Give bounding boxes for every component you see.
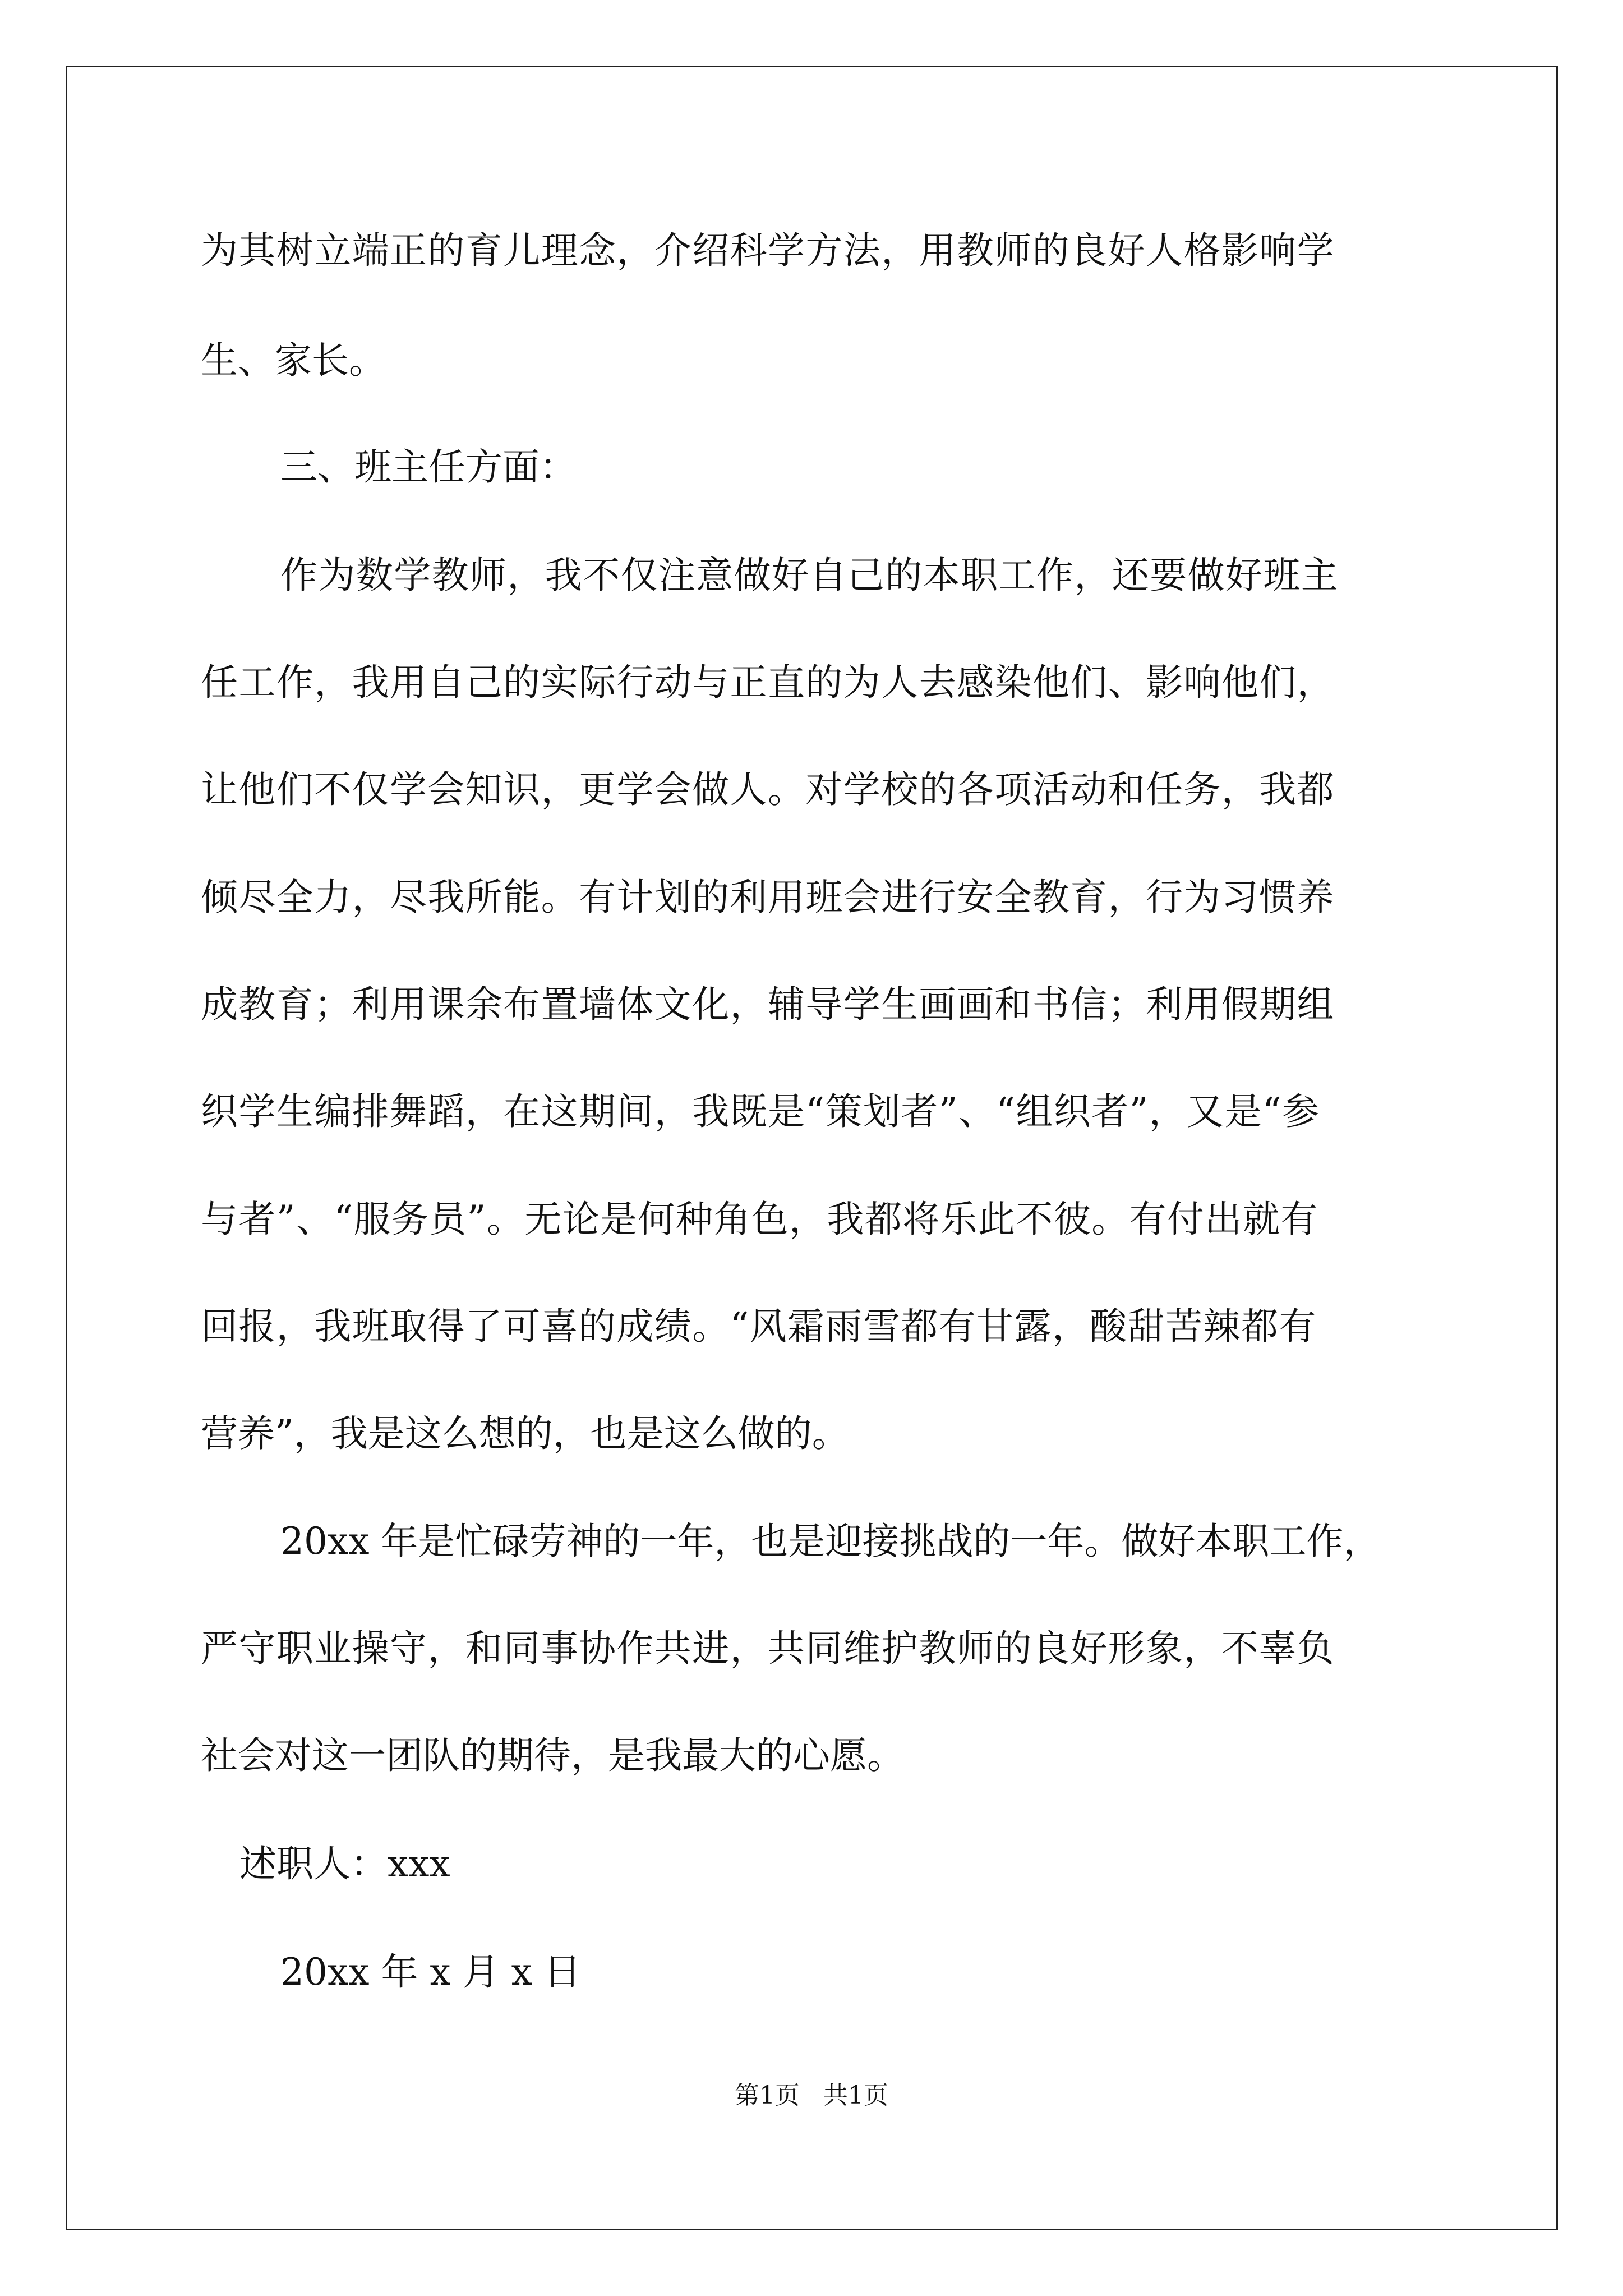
- body-line: 成教育；利用课余布置墙体文化，辅导学生画画和书信；利用假期组: [201, 983, 1335, 1026]
- page-number-footer: 第1页 共1页: [735, 2081, 888, 2110]
- section-heading: 三、班主任方面：: [280, 445, 577, 489]
- body-line: 让他们不仅学会知识，更学会做人。对学校的各项活动和任务，我都: [201, 768, 1335, 811]
- body-line: 严守职业操守，和同事协作共进，共同维护教师的良好形象，不辜负: [201, 1627, 1335, 1670]
- body-line: 社会对这一团队的期待，是我最大的心愿。: [201, 1734, 904, 1777]
- body-line: 20xx 年是忙碌劳神的一年，也是迎接挑战的一年。做好本职工作，: [280, 1520, 1381, 1563]
- body-line: 织学生编排舞蹈，在这期间，我既是“策划者”、“组织者”，又是“参: [201, 1090, 1320, 1133]
- body-line: 生、家长。: [201, 339, 386, 382]
- body-line: 回报，我班取得了可喜的成绩。“风霜雨雪都有甘露，酸甜苦辣都有: [201, 1305, 1317, 1348]
- signature-line: 述职人：xxx: [239, 1842, 450, 1885]
- page-border: [66, 66, 1558, 2230]
- body-line: 为其树立端正的育儿理念，介绍科学方法，用教师的良好人格影响学: [201, 229, 1335, 272]
- body-line: 倾尽全力，尽我所能。有计划的利用班会进行安全教育，行为习惯养: [201, 876, 1335, 919]
- body-line: 任工作，我用自己的实际行动与正直的为人去感染他们、影响他们，: [201, 661, 1335, 704]
- body-line: 作为数学教师，我不仅注意做好自己的本职工作，还要做好班主: [280, 554, 1339, 597]
- body-line: 营养”，我是这么想的，也是这么做的。: [201, 1412, 849, 1455]
- date-line: 20xx 年 x 月 x 日: [280, 1950, 581, 1994]
- body-line: 与者”、“服务员”。无论是何种角色，我都将乐此不彼。有付出就有: [201, 1198, 1318, 1241]
